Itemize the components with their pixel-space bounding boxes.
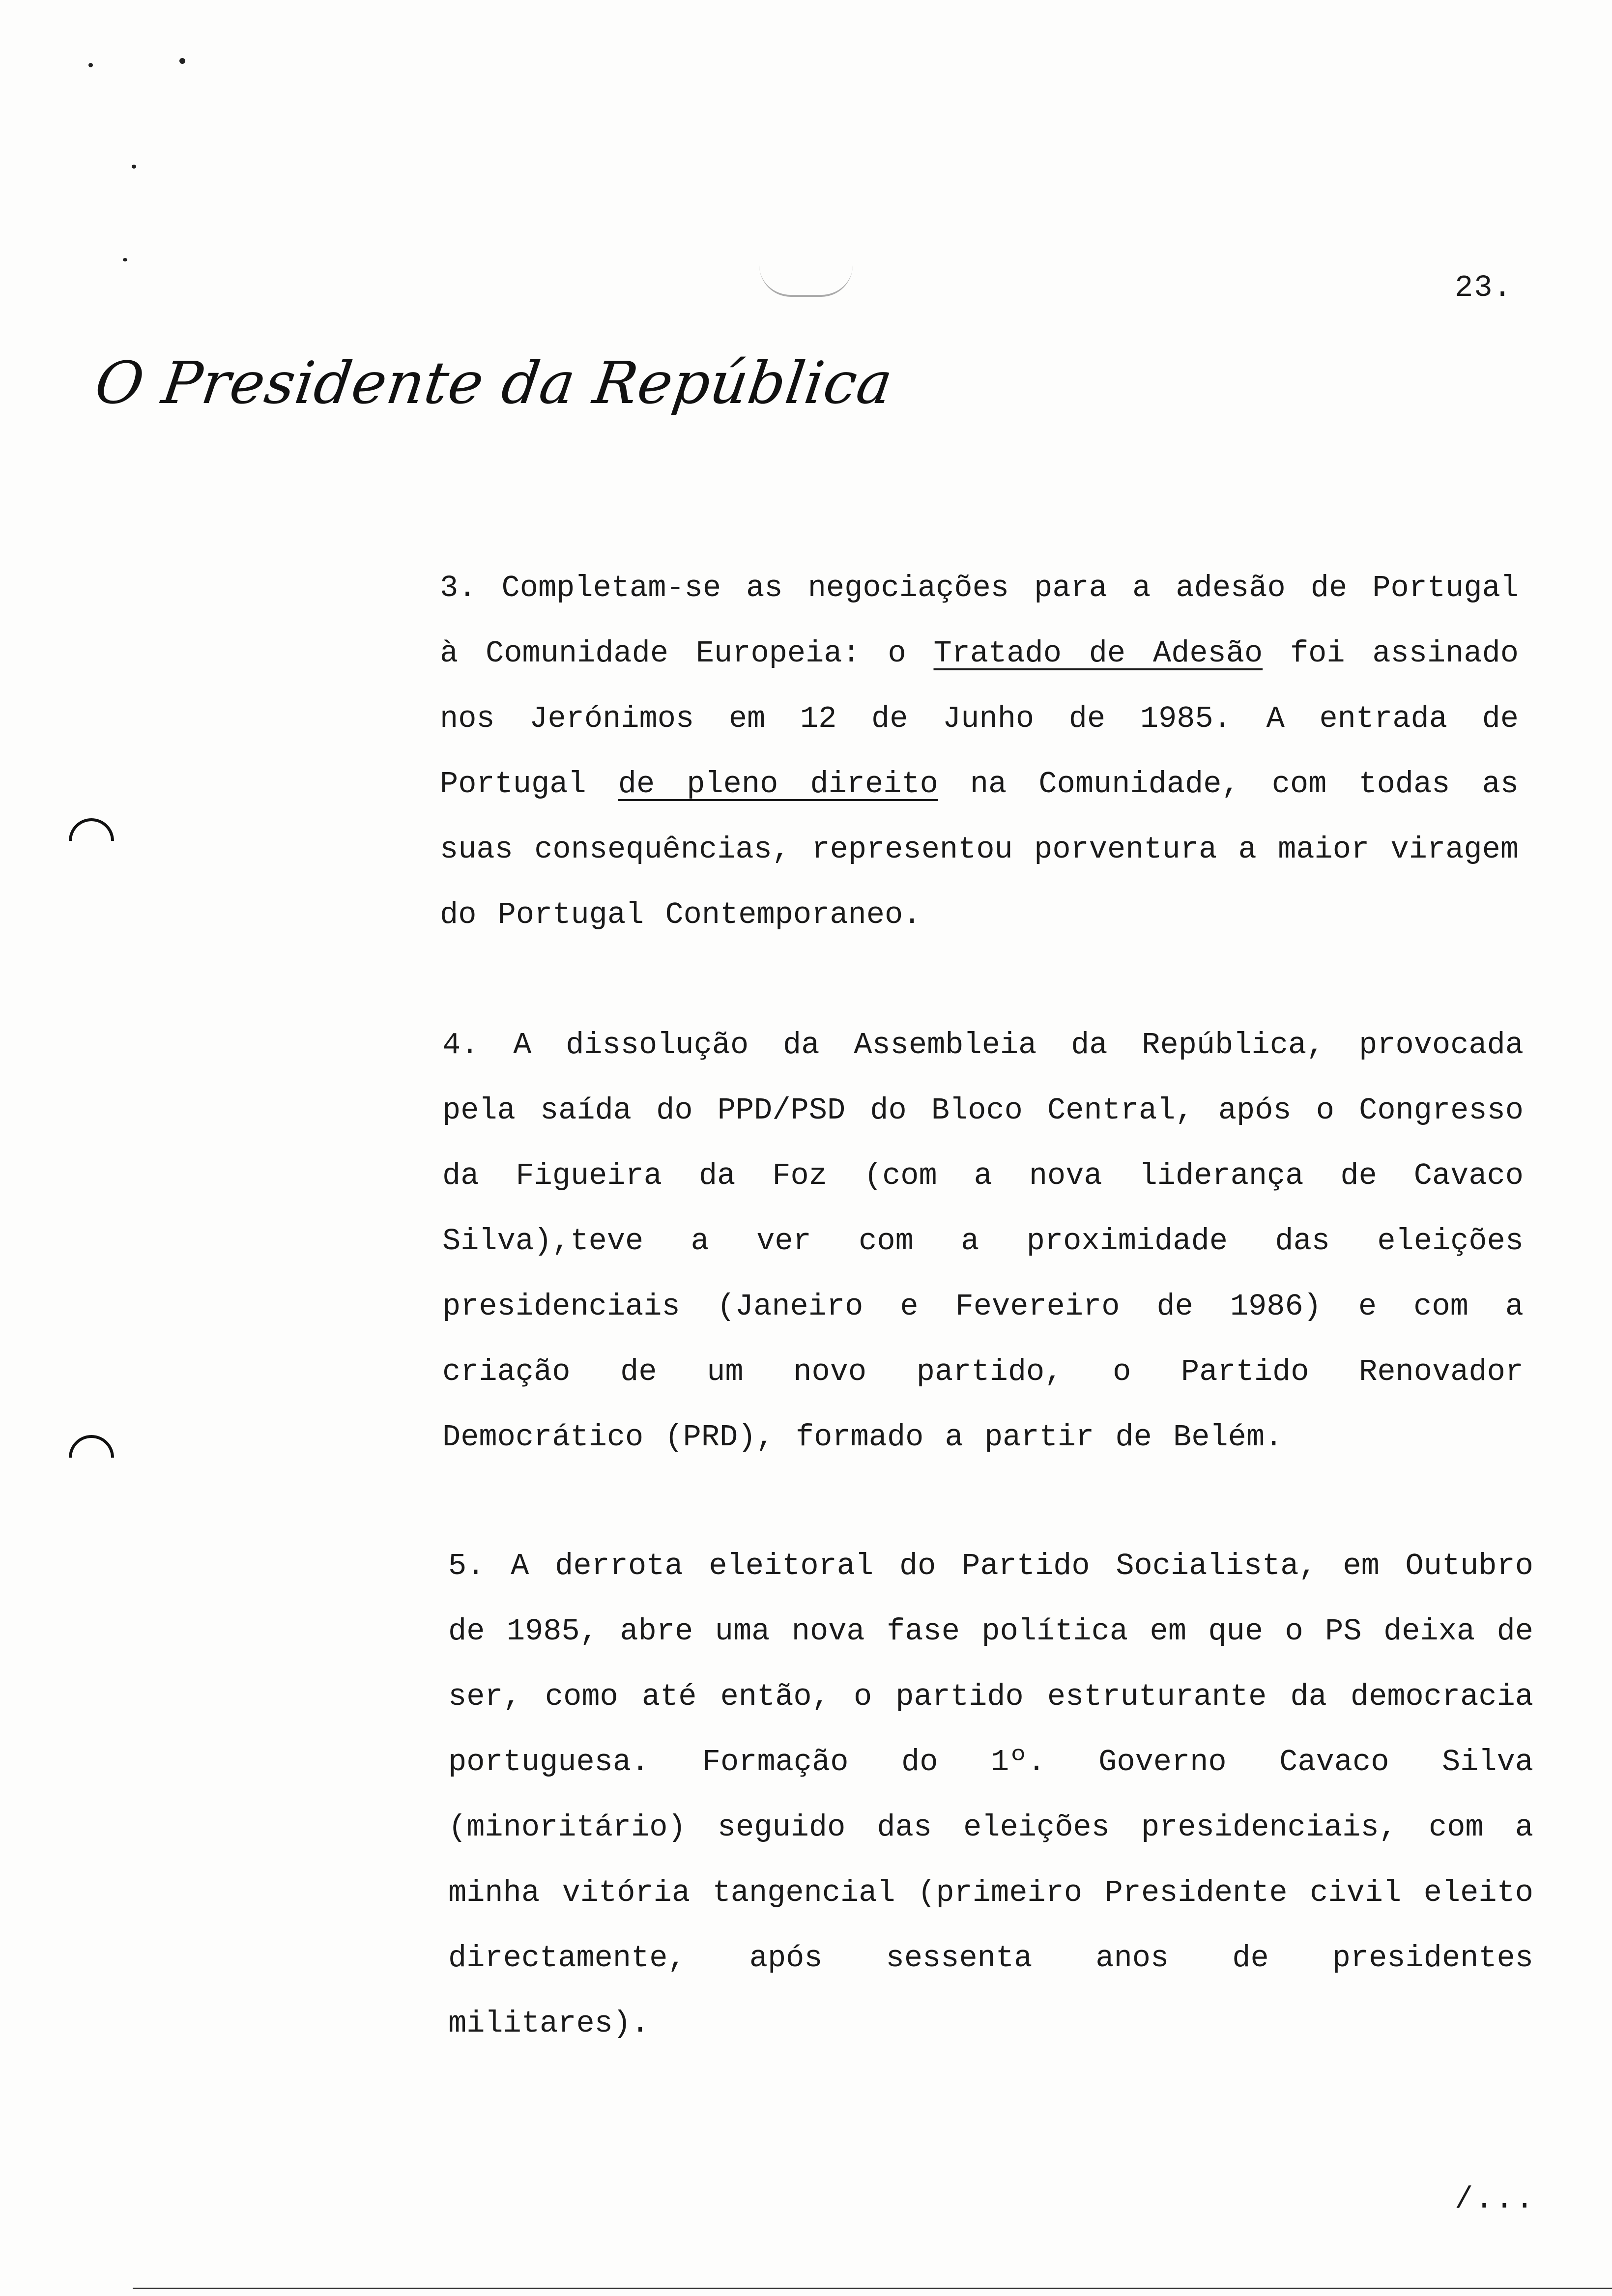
- paragraph-5: 5. A derrota eleitoral do Partido Socialista, em Outubro de 1985, abre uma nova fase política em que o PS deixa de ser, como até então, o partido estruturante da democracia portuguesa. Formação do 1º. Governo Cavaco Silva (minoritário) seguido das eleições presidenciais, com a minha vitória tangencial (primeiro Presidente civil eleito directamente, após sessenta anos de presidentes militares).: [448, 1549, 1533, 2041]
- paragraph-3-text: foi assinado nos Jerónimos em 12 de Junho de 1985. A entrada de Portugal: [440, 636, 1519, 802]
- paragraph-3: [440, 555, 1519, 947]
- paragraph-3-text: 3. Completam-se as negociações para a adesão de Portugal à Comunidade Europeia: o: [440, 571, 1519, 671]
- punch-hole: [59, 1426, 123, 1490]
- scan-speck: [132, 165, 136, 169]
- scan-edge-line: [133, 2288, 1612, 2289]
- punch-hole: [59, 809, 123, 873]
- underlined-phrase: de pleno direito: [618, 767, 938, 802]
- underlined-phrase: Tratado de Adesão: [933, 636, 1263, 671]
- scan-speck: [88, 63, 93, 67]
- scan-speck: [179, 58, 185, 64]
- page-number: 23.: [1455, 270, 1513, 305]
- continuation-mark: /...: [1455, 2182, 1536, 2217]
- scan-speck: [123, 258, 127, 261]
- paragraph-3-text: na Comunidade, com todas as suas consequências, representou porventura a maior viragem do Portugal Contemporaneo.: [440, 767, 1519, 932]
- paragraph-4: 4. A dissolução da Assembleia da República, provocada pela saída do PPD/PSD do Bloco Central, após o Congresso da Figueira da Foz (com a nova liderança de Cavaco Silva),teve a ver com a proximidade das eleições presidenciais (Janeiro e Fevereiro de 1986) e com a criação de um novo partido, o Partido Renovador Democrático (PRD), formado a partir de Belém.: [442, 1028, 1524, 1455]
- letterhead-signature: O Presidente da República: [91, 349, 897, 417]
- scan-smudge: [759, 265, 853, 297]
